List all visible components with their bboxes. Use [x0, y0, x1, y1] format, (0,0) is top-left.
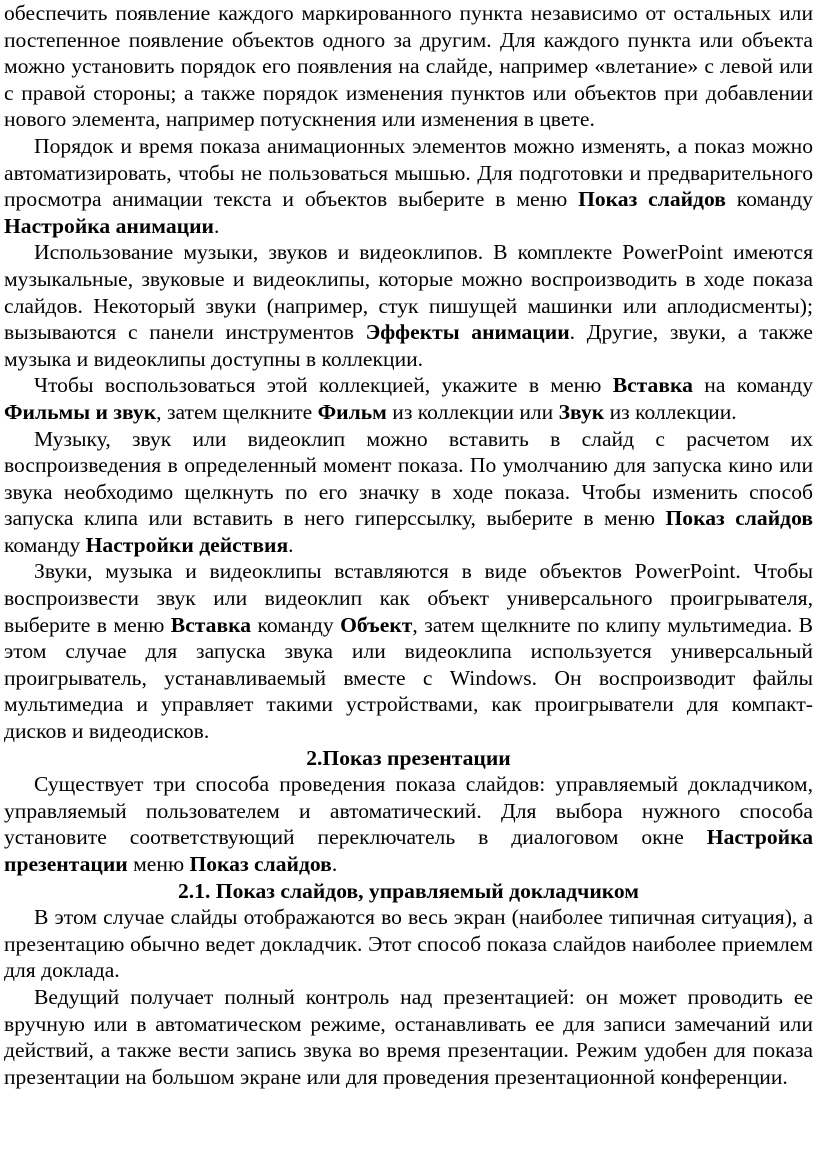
paragraph — [4, 239, 813, 372]
text-run: команду — [4, 532, 86, 557]
paragraph — [4, 426, 813, 559]
bold-term: Вставка — [612, 373, 693, 398]
text-run: , затем щелкните — [156, 399, 318, 424]
paragraph — [4, 771, 813, 877]
bold-term: Объект — [340, 612, 413, 637]
text-run: команду — [725, 187, 813, 212]
text-run: меню — [127, 852, 190, 876]
text-run: В этом случае слайды отображаются во весь экран (наиболее типичная ситуация), а презентацию обычно ведет докладчик. Этот способ показа слайдов наиболее приемлем для доклада. — [4, 905, 813, 983]
bold-term: Настройка презентации — [4, 825, 813, 876]
bold-term: Звук — [558, 399, 605, 424]
heading-presenter-show: 2.1. Показ слайдов, управляемый докладчиком — [177, 878, 640, 903]
text-run: , затем щелкните по клипу мультимедиа. В этом случае для запуска звука или видеоклипа используется универсальный проигрыватель, устанавливаемый вместе с Windows. Он воспроизводит файлы мультимедиа и управляет такими устройствами, как проигрыватели для компакт-дисков и видеодисков. — [4, 612, 813, 744]
section-presenter-show — [4, 904, 813, 1090]
heading-slide-show: 2.Показ презентации — [306, 745, 511, 770]
bold-term: Эффекты анимации — [365, 320, 570, 345]
text-run: . — [288, 532, 294, 557]
bold-term: Показ слайдов — [578, 187, 726, 212]
bold-term: Вставка — [170, 612, 252, 637]
bold-term: Показ слайдов — [665, 506, 813, 531]
bold-term: Настройки действия — [85, 532, 289, 557]
paragraph — [4, 372, 813, 425]
text-run: Существует три способа проведения показа слайдов: управляемый докладчиком, управляемый пользователем и автоматический. Для выбора нужного способа установите соответствующий переключатель в диалоговом окне — [4, 772, 813, 850]
bold-term: Фильм — [317, 399, 387, 424]
bold-term: Настройка анимации — [4, 213, 214, 238]
section-slide-show-intro — [4, 771, 813, 877]
text-run: Чтобы воспользоваться этой коллекцией, укажите в меню — [34, 373, 613, 398]
paragraph — [4, 0, 813, 133]
paragraph — [4, 133, 813, 239]
bold-term: Фильмы и звук — [4, 399, 157, 424]
text-run: обеспечить появление каждого маркированного пункта независимо от остальных или постепенное появление объектов одного за другим. Для каждого пункта или объекта можно установить порядок его появления на слайде, например «влетание» с левой или с правой стороны; а также порядок изменения пунктов или объектов при добавлении нового элемента, например потускнения или изменения в цвете. — [4, 1, 813, 132]
text-run: из коллекции или — [386, 399, 559, 424]
text-run: на команду — [692, 373, 813, 398]
text-run: . Другие, звуки, а также музыка и видеоклипы доступны в коллекции. — [4, 320, 813, 371]
paragraph — [4, 558, 813, 744]
bold-term: Показ слайдов — [189, 852, 332, 876]
text-run: Музыку, звук или видеоклип можно вставить в слайд с расчетом их воспроизведения в определенный момент показа. По умолчанию для запуска кино или звука необходимо щелкнуть по его значку в ходе показа. Чтобы изменить способ запуска клипа или вставить в него гиперссылку, выберите в меню — [4, 426, 813, 531]
text-run: команду — [251, 612, 341, 637]
paragraph — [4, 904, 813, 984]
text-run: . — [331, 852, 338, 876]
text-run: Звуки, музыка и видеоклипы вставляются в виде объектов PowerPoint. Чтобы воспроизвести звук или видеоклип как объект универсального проигрывателя, выберите в меню — [4, 559, 813, 637]
text-run: Порядок и время показа анимационных элементов можно изменять, а показ можно автоматизировать, чтобы не пользоваться мышью. Для подготовки и предварительного просмотра анимации текста и объектов выберите в меню — [4, 133, 813, 212]
text-run: . — [213, 213, 220, 238]
paragraph — [4, 984, 813, 1090]
text-run: из коллекции. — [604, 399, 737, 424]
section-animation-and-media — [4, 0, 813, 745]
text-run: Ведущий получает полный контроль над презентацией: он может проводить ее вручную или в автоматическом режиме, останавливать ее для записи замечаний или действий, а также вести запись звука во время презентации. Режим удобен для показа презентации на большом экране или для проведения презентационной конференции. — [4, 984, 813, 1089]
text-run: Использование музыки, звуков и видеоклипов. В комплекте PowerPoint имеются музыкальные, звуковые и видеоклипы, которые можно воспроизводить в ходе показа слайдов. Некоторый звуки (например, стук пишущей машинки или аплодисменты); вызываются с панели инструментов — [4, 240, 813, 345]
